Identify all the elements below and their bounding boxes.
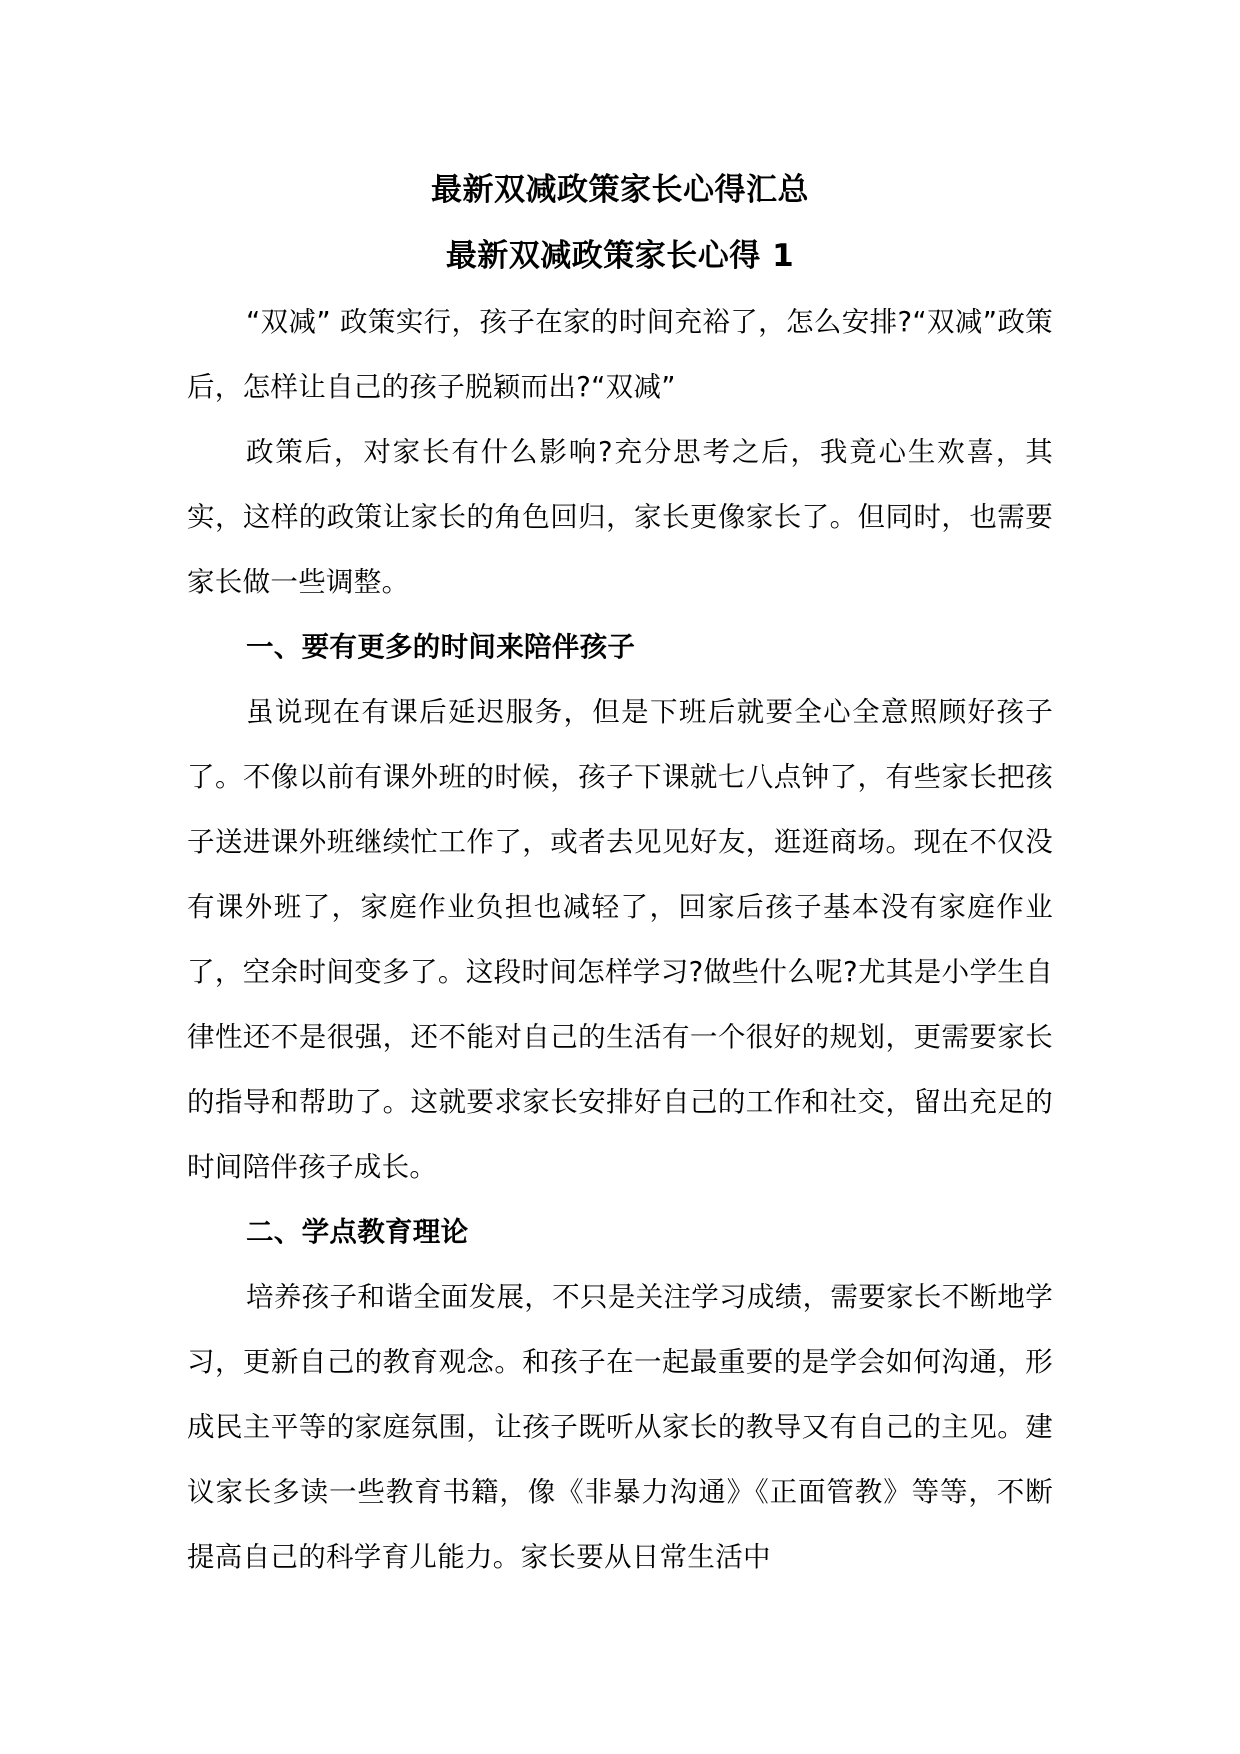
paragraph-intro: “双减” 政策实行，孩子在家的时间充裕了，怎么安排?“双减”政策后，怎样让自己的孩子脱颖而出?“双减” (187, 306, 1053, 403)
section-heading-2: 二、学点教育理论 (246, 1216, 469, 1248)
document-subtitle: 最新双减政策家长心得 1 (445, 238, 795, 274)
document-body (187, 168, 1053, 1590)
paragraph-reflection: 政策后，对家长有什么影响?充分思考之后，我竟心生欢喜，其实，这样的政策让家长的角色回归，家长更像家长了。但同时，也需要家长做一些调整。 (187, 436, 1053, 598)
document-title: 最新双减政策家长心得汇总 (431, 172, 809, 208)
section-heading-1: 一、要有更多的时间来陪伴孩子 (246, 631, 636, 663)
paragraph-education-theory: 培养孩子和谐全面发展，不只是关注学习成绩，需要家长不断地学习，更新自己的教育观念。和孩子在一起最重要的是学会如何沟通，形成民主平等的家庭氛围，让孩子既听从家长的教导又有自己的主见。建议家长多读一些教育书籍，像《非暴力沟通》《正面管教》等等，不断提高自己的科学育儿能力。家长要从日常生活中 (187, 1281, 1053, 1573)
paragraph-accompany: 虽说现在有课后延迟服务，但是下班后就要全心全意照顾好孩子了。不像以前有课外班的时候，孩子下课就七八点钟了，有些家长把孩子送进课外班继续忙工作了，或者去见见好友，逛逛商场。现在不仅没有课外班了，家庭作业负担也减轻了，回家后孩子基本没有家庭作业了，空余时间变多了。这段时间怎样学习?做些什么呢?尤其是小学生自律性还不是很强，还不能对自己的生活有一个很好的规划，更需要家长的指导和帮助了。这就要求家长安排好自己的工作和社交，留出充足的时间陪伴孩子成长。 (187, 696, 1053, 1183)
